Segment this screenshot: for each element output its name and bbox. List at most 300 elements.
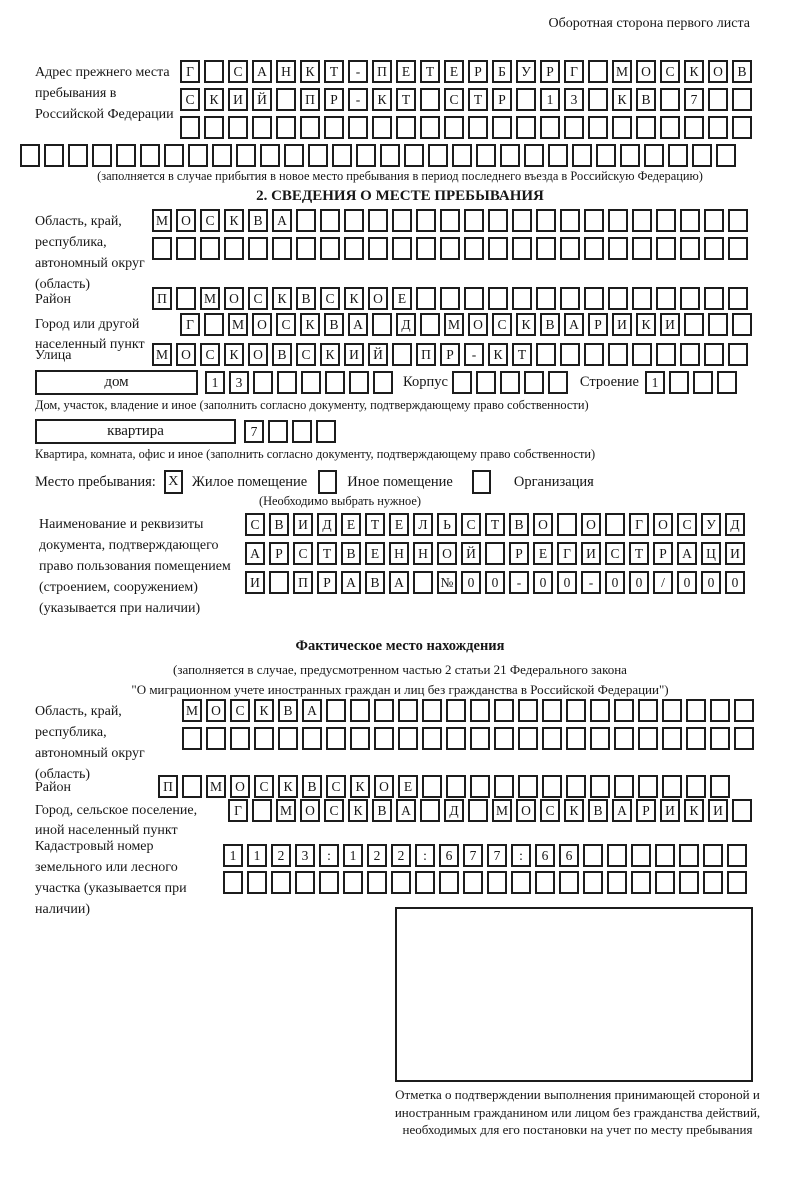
char-box: [662, 699, 682, 722]
char-box: К: [372, 88, 392, 111]
char-box: [605, 513, 625, 536]
char-box: О: [368, 287, 388, 310]
char-box: [631, 871, 651, 894]
char-box: С: [248, 287, 268, 310]
char-box: [356, 144, 376, 167]
char-box: [500, 144, 520, 167]
char-box: [230, 727, 250, 750]
char-box: [588, 88, 608, 111]
char-box: [452, 144, 472, 167]
char-box: О: [636, 60, 656, 83]
char-box: [206, 727, 226, 750]
char-box: [732, 313, 752, 336]
actual-oblast-row-1: [182, 699, 754, 722]
prev-address-caption: (заполняется в случае прибытия в новое место пребывания в период последнего въезда в Российскую Федерацию): [97, 169, 703, 183]
cadastre-boxes: [223, 844, 747, 894]
char-box: И: [293, 513, 313, 536]
char-box: [566, 775, 586, 798]
char-box: [326, 699, 346, 722]
char-box: [500, 371, 520, 394]
char-box: [368, 209, 388, 232]
char-box: Р: [653, 542, 673, 565]
char-box: И: [660, 313, 680, 336]
char-box: [512, 209, 532, 232]
stamp-caption: Отметка о подтверждении выполнения принимающей стороной и иностранным гражданином или лицом без гражданства действий, необходимых для его постановки на учет по месту пребывания: [394, 1087, 761, 1137]
char-box: П: [152, 287, 172, 310]
char-box: [728, 209, 748, 232]
char-box: [684, 116, 704, 139]
document-row-3: [245, 571, 745, 594]
kvartira-caption: Квартира, комната, офис и иное (заполнить согласно документу, подтверждающему право собственности): [35, 447, 596, 461]
char-box: Г: [228, 799, 248, 822]
char-box: [536, 209, 556, 232]
char-box: [631, 844, 651, 867]
char-box: [446, 727, 466, 750]
char-box: К: [344, 287, 364, 310]
char-box: [614, 775, 634, 798]
char-box: 3: [229, 371, 249, 394]
char-box: [374, 727, 394, 750]
char-box: О: [230, 775, 250, 798]
char-box: [248, 237, 268, 260]
prev-address-label: Адрес прежнего места пребывания в Российской Федерации: [35, 65, 174, 122]
char-box: [710, 699, 730, 722]
char-box: С: [180, 88, 200, 111]
actual-title: Фактическое место нахождения: [295, 638, 505, 654]
char-box: С: [293, 542, 313, 565]
char-box: 2: [367, 844, 387, 867]
char-box: /: [653, 571, 673, 594]
char-box: [524, 371, 544, 394]
document-boxes: [245, 513, 745, 594]
char-box: С: [326, 775, 346, 798]
char-box: Т: [468, 88, 488, 111]
char-box: Р: [324, 88, 344, 111]
char-box: П: [293, 571, 313, 594]
char-box: [420, 799, 440, 822]
checkbox-zhiloe: X: [164, 470, 183, 494]
char-box: С: [444, 88, 464, 111]
char-box: И: [344, 343, 364, 366]
char-box: [717, 371, 737, 394]
char-box: [324, 116, 344, 139]
prev-address-boxes: [180, 60, 752, 139]
char-box: [188, 144, 208, 167]
char-box: [494, 699, 514, 722]
char-box: А: [389, 571, 409, 594]
char-box: [260, 144, 280, 167]
actual-gorod-row: [228, 799, 752, 822]
actual-gorod-label: Город, сельское поселение, иной населенный пункт: [35, 803, 198, 838]
char-box: С: [200, 343, 220, 366]
char-box: [348, 116, 368, 139]
checkbox-inoe: [318, 470, 337, 494]
char-box: 1: [343, 844, 363, 867]
char-box: 7: [463, 844, 483, 867]
char-box: С: [230, 699, 250, 722]
char-box: Н: [389, 542, 409, 565]
char-box: К: [488, 343, 508, 366]
char-box: [660, 88, 680, 111]
oblast-boxes: [152, 209, 748, 260]
char-box: М: [152, 343, 172, 366]
char-box: К: [636, 313, 656, 336]
prev-address-block: [35, 60, 752, 139]
char-box: С: [660, 60, 680, 83]
char-box: [271, 871, 291, 894]
document-row-2: [245, 542, 745, 565]
char-box: Т: [317, 542, 337, 565]
char-box: Д: [725, 513, 745, 536]
char-box: [716, 144, 736, 167]
section2-title: 2. СВЕДЕНИЯ О МЕСТЕ ПРЕБЫВАНИЯ: [256, 188, 544, 204]
char-box: М: [492, 799, 512, 822]
char-box: [326, 727, 346, 750]
char-box: [444, 116, 464, 139]
char-box: С: [320, 287, 340, 310]
char-box: [708, 116, 728, 139]
char-box: [656, 287, 676, 310]
char-box: А: [612, 799, 632, 822]
char-box: И: [245, 571, 265, 594]
char-box: И: [725, 542, 745, 565]
char-box: А: [348, 313, 368, 336]
char-box: 7: [684, 88, 704, 111]
char-box: [608, 343, 628, 366]
char-box: [560, 287, 580, 310]
char-box: [20, 144, 40, 167]
char-box: [488, 287, 508, 310]
char-box: [372, 116, 392, 139]
char-box: П: [158, 775, 178, 798]
char-box: Р: [540, 60, 560, 83]
char-box: [392, 209, 412, 232]
char-box: О: [581, 513, 601, 536]
char-box: И: [708, 799, 728, 822]
char-box: [540, 116, 560, 139]
actual-caption-line2: "О миграционном учете иностранных граждан и лиц без гражданства в Российской Федерации"): [131, 682, 669, 697]
kvartira-box-label: квартира: [35, 419, 236, 444]
char-box: А: [302, 699, 322, 722]
stroenie-row: [645, 371, 737, 394]
oblast-block: [35, 209, 748, 295]
char-box: [559, 871, 579, 894]
char-box: К: [348, 799, 368, 822]
char-box: [485, 542, 505, 565]
char-box: О: [248, 343, 268, 366]
char-box: [464, 237, 484, 260]
char-box: [416, 287, 436, 310]
char-box: [422, 775, 442, 798]
char-box: [367, 871, 387, 894]
char-box: [392, 343, 412, 366]
char-box: В: [272, 343, 292, 366]
char-box: К: [224, 209, 244, 232]
char-box: [684, 313, 704, 336]
char-box: [200, 237, 220, 260]
char-box: М: [228, 313, 248, 336]
ulitsa-row: [152, 343, 748, 366]
char-box: [692, 144, 712, 167]
char-box: [710, 775, 730, 798]
char-box: 0: [605, 571, 625, 594]
dom-row: [205, 371, 393, 394]
char-box: [703, 844, 723, 867]
char-box: Й: [461, 542, 481, 565]
char-box: С: [228, 60, 248, 83]
char-box: Е: [392, 287, 412, 310]
char-box: [176, 287, 196, 310]
char-box: В: [269, 513, 289, 536]
char-box: Ь: [437, 513, 457, 536]
char-box: :: [511, 844, 531, 867]
char-box: [734, 699, 754, 722]
char-box: [468, 799, 488, 822]
char-box: [343, 871, 363, 894]
char-box: [380, 144, 400, 167]
char-box: [548, 371, 568, 394]
char-box: [296, 209, 316, 232]
char-box: [584, 343, 604, 366]
actual-caption-line1: (заполняется в случае, предусмотренном частью 2 статьи 21 Федерального закона: [173, 662, 627, 677]
mesto-block: [35, 470, 594, 494]
char-box: О: [708, 60, 728, 83]
char-box: О: [533, 513, 553, 536]
char-box: [662, 775, 682, 798]
char-box: С: [254, 775, 274, 798]
char-box: [732, 88, 752, 111]
char-box: [536, 343, 556, 366]
char-box: [396, 116, 416, 139]
char-box: №: [437, 571, 457, 594]
char-box: Е: [389, 513, 409, 536]
char-box: [374, 699, 394, 722]
char-box: [614, 699, 634, 722]
char-box: -: [509, 571, 529, 594]
char-box: [247, 871, 267, 894]
char-box: [518, 699, 538, 722]
char-box: [590, 775, 610, 798]
char-box: [494, 727, 514, 750]
char-box: [488, 237, 508, 260]
char-box: [632, 343, 652, 366]
char-box: Е: [398, 775, 418, 798]
char-box: [164, 144, 184, 167]
char-box: [439, 871, 459, 894]
char-box: [583, 871, 603, 894]
char-box: [468, 116, 488, 139]
char-box: Р: [636, 799, 656, 822]
document-label: Наименование и реквизиты документа, подтверждающего право пользования помещением (строением, сооружением) (указывается при наличии): [39, 517, 231, 616]
char-box: С: [492, 313, 512, 336]
raion-label: Район: [35, 292, 71, 307]
char-box: [276, 116, 296, 139]
char-box: [656, 209, 676, 232]
char-box: [452, 371, 472, 394]
char-box: [420, 313, 440, 336]
char-box: [277, 371, 297, 394]
char-box: [583, 844, 603, 867]
oblast-label: Область, край, республика, автономный округ (область): [35, 214, 145, 292]
char-box: У: [701, 513, 721, 536]
korpus-label: Корпус: [403, 374, 448, 390]
char-box: [607, 844, 627, 867]
char-box: О: [516, 799, 536, 822]
char-box: [268, 420, 288, 443]
char-box: Т: [485, 513, 505, 536]
char-box: [272, 237, 292, 260]
char-box: [182, 727, 202, 750]
char-box: [703, 871, 723, 894]
char-box: [440, 209, 460, 232]
option-organizatsiya-label: Организация: [513, 473, 594, 490]
char-box: 1: [223, 844, 243, 867]
char-box: [728, 343, 748, 366]
char-box: 0: [701, 571, 721, 594]
char-box: :: [415, 844, 435, 867]
actual-raion-block: [35, 775, 730, 798]
char-box: Ц: [701, 542, 721, 565]
char-box: 0: [677, 571, 697, 594]
char-box: [679, 871, 699, 894]
char-box: Р: [492, 88, 512, 111]
char-box: 3: [295, 844, 315, 867]
prev-address-row-2: [180, 88, 752, 111]
char-box: [518, 727, 538, 750]
actual-raion-row: [158, 775, 730, 798]
char-box: [590, 699, 610, 722]
char-box: [686, 727, 706, 750]
char-box: [728, 237, 748, 260]
char-box: С: [461, 513, 481, 536]
char-box: [536, 237, 556, 260]
char-box: [608, 287, 628, 310]
char-box: М: [200, 287, 220, 310]
char-box: 0: [533, 571, 553, 594]
char-box: С: [296, 343, 316, 366]
char-box: П: [372, 60, 392, 83]
char-box: К: [350, 775, 370, 798]
raion-block: [35, 287, 748, 310]
char-box: И: [612, 313, 632, 336]
char-box: Т: [396, 88, 416, 111]
char-box: 2: [391, 844, 411, 867]
char-box: [656, 343, 676, 366]
char-box: [68, 144, 88, 167]
char-box: В: [365, 571, 385, 594]
char-box: [614, 727, 634, 750]
char-box: [516, 88, 536, 111]
char-box: [182, 775, 202, 798]
char-box: Й: [368, 343, 388, 366]
actual-oblast-label: Область, край, республика, автономный округ (область): [35, 704, 145, 782]
cadastre-label: Кадастровый номер земельного или лесного участка (указывается при наличии): [35, 839, 187, 917]
cadastre-row-1: [223, 844, 747, 867]
char-box: [463, 871, 483, 894]
char-box: [446, 775, 466, 798]
char-box: К: [204, 88, 224, 111]
char-box: [344, 209, 364, 232]
char-box: А: [272, 209, 292, 232]
char-box: 1: [205, 371, 225, 394]
char-box: [680, 343, 700, 366]
char-box: 6: [439, 844, 459, 867]
char-box: Е: [396, 60, 416, 83]
char-box: [204, 313, 224, 336]
actual-oblast-block: [35, 699, 754, 785]
char-box: В: [278, 699, 298, 722]
char-box: У: [516, 60, 536, 83]
char-box: [632, 237, 652, 260]
char-box: О: [176, 209, 196, 232]
option-zhiloe-label: Жилое помещение: [191, 473, 308, 490]
char-box: [632, 209, 652, 232]
char-box: [470, 775, 490, 798]
char-box: Н: [413, 542, 433, 565]
char-box: М: [182, 699, 202, 722]
char-box: 1: [247, 844, 267, 867]
char-box: [416, 209, 436, 232]
char-box: [140, 144, 160, 167]
char-box: [686, 775, 706, 798]
char-box: [278, 727, 298, 750]
char-box: Т: [420, 60, 440, 83]
char-box: Е: [533, 542, 553, 565]
char-box: 3: [564, 88, 584, 111]
char-box: О: [468, 313, 488, 336]
char-box: [470, 699, 490, 722]
char-box: [350, 699, 370, 722]
char-box: [204, 116, 224, 139]
char-box: С: [245, 513, 265, 536]
char-box: Е: [444, 60, 464, 83]
char-box: [302, 727, 322, 750]
char-box: О: [206, 699, 226, 722]
char-box: [44, 144, 64, 167]
document-block: [39, 513, 745, 619]
char-box: [655, 844, 675, 867]
char-box: К: [684, 799, 704, 822]
dom-box-label: дом: [35, 370, 198, 395]
char-box: [320, 237, 340, 260]
korpus-row: [452, 371, 568, 394]
char-box: [708, 313, 728, 336]
char-box: Р: [317, 571, 337, 594]
char-box: [728, 287, 748, 310]
char-box: [542, 775, 562, 798]
char-box: [584, 287, 604, 310]
char-box: [440, 287, 460, 310]
char-box: [319, 871, 339, 894]
prev-address-row-4: [20, 144, 736, 167]
char-box: [704, 209, 724, 232]
char-box: Б: [492, 60, 512, 83]
char-box: О: [374, 775, 394, 798]
char-box: М: [444, 313, 464, 336]
dom-caption: Дом, участок, владение и иное (заполнить согласно документу, подтверждающему право собственности): [35, 398, 589, 412]
char-box: [284, 144, 304, 167]
char-box: О: [653, 513, 673, 536]
page-side-note: Оборотная сторона первого листа: [548, 16, 750, 31]
char-box: [704, 237, 724, 260]
char-box: Р: [588, 313, 608, 336]
char-box: К: [300, 313, 320, 336]
char-box: [398, 699, 418, 722]
char-box: М: [612, 60, 632, 83]
mesto-label: Место пребывания:: [35, 473, 156, 490]
char-box: [300, 116, 320, 139]
char-box: А: [677, 542, 697, 565]
